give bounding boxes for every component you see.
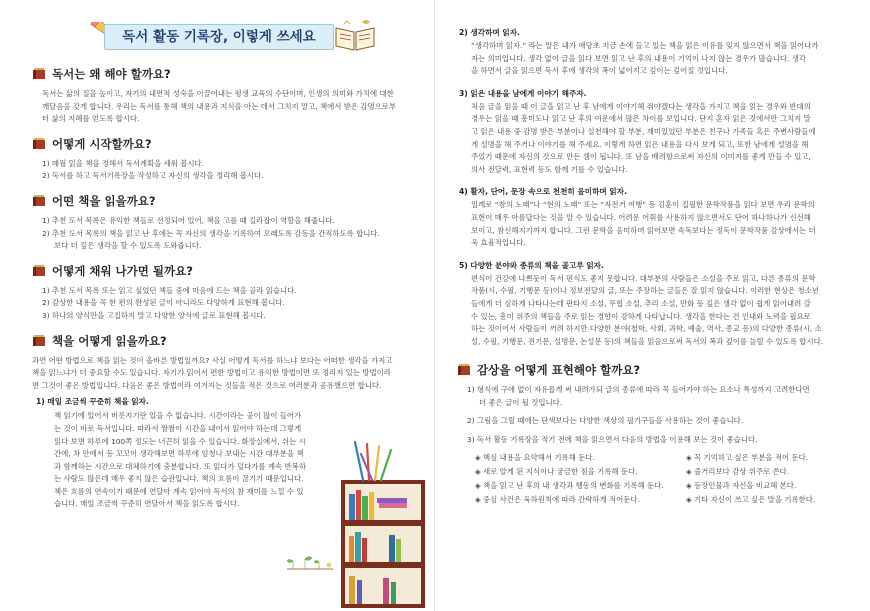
section-heading-why <box>32 66 405 82</box>
tip-item: ◈ 새로 알게 된 지식이나 궁금한 점을 기록해 둔다. <box>475 466 638 476</box>
book-bullet-icon <box>32 138 46 150</box>
list-item: 1) 추천 도서 목록은 유익한 책들로 선정되어 있어, 책을 고를 때 길라잡이 역할을 해줍니다. <box>42 215 335 225</box>
tips-grid <box>475 451 838 507</box>
paragraph-line: 과 함께하는 시간으로 대체하기에 충분합니다. 또 읽다가 덮다가를 계속 반복하 <box>54 461 306 471</box>
paragraph-line: 작품(시, 수필, 기행문 등)이나 정보전달의 글, 또는 주장하는 글들은 잘 읽지 않습니다. 이러한 현상은 청소년 <box>471 286 819 296</box>
section-title: 어떤 책을 읽을까요? <box>52 193 156 208</box>
paragraph-line: 는 것이 바로 독서입니다. 따라서 짬짬이 시간을 내어서 읽어야 하는데 그렇게 <box>54 423 302 433</box>
subsection-heading: 4) 활자, 단어, 문장 속으로 천천히 음미하며 읽자. <box>459 187 627 197</box>
paragraph-line: 하는 것이어서 사람들이 꺼려 하지만 다양한 분야(철학, 사회, 과학, 예술, 역사, 종교 등)의 다양한 종류(시, 소 <box>471 324 822 334</box>
paragraph-line: 들에게 더 심하게 나타나는데 판타지 소설, 무협 소설, 추리 소설, 만화 등 깊은 생각 없이 쉽게 읽어내려 갈 <box>471 298 811 308</box>
list-item: 3) 독서 활동 기록장을 적기 전에 책을 읽으면서 다음의 방법을 이용해 보는 것이 좋습니다. <box>467 435 758 445</box>
section-heading-which <box>32 193 405 209</box>
section-title: 감상을 어떻게 표현해야 할까요? <box>477 363 641 378</box>
list-item: 1) 매월 읽을 책을 정해서 독서계획을 세워 봅시다. <box>42 158 205 168</box>
section-title: 어떻게 시작할까요? <box>52 136 152 151</box>
subsection-heading: 5) 다양한 분야와 종류의 책을 골고루 읽자. <box>459 260 604 270</box>
subsection-heading: 1) 매일 조금씩 꾸준히 책을 읽자. <box>36 397 149 407</box>
paragraph-line: 과연 어떤 방법으로 책을 읽는 것이 올바른 방법일까요? 사실 어떻게 독서를 하느냐 보다는 어떠한 생각을 가지고 <box>32 355 393 365</box>
paragraph-line: 처음 글을 읽을 때 이 글을 읽고 난 후 남에게 이야기해 줘야겠다는 생각을 가지고 책을 읽는 경우와 반대의 <box>471 101 811 111</box>
right-page <box>435 0 870 611</box>
paragraph-line: 보이고, 참신해지기까지 합니다. 그런 문학을 음미하며 읽어보면 속독보다는 정독이 문학작품 감상에서는 더 <box>471 225 816 235</box>
paragraph-line: 책 읽기에 있어서 버릇지기란 있을 수 없습니다. 시간이라는 공이 많이 들어가 <box>54 411 302 421</box>
paragraph-line: 는 사람도 많은데 매우 좋지 않은 습관입니다. 책의 흐름이 끊기기 때문입니다. <box>54 474 304 484</box>
section-heading-start <box>32 136 405 152</box>
plant-sprout-icon <box>285 548 335 570</box>
page-title: 독서 활동 기록장, 이렇게 쓰세요 <box>104 24 334 50</box>
list-item: 보다 더 깊은 생각을 할 수 있도록 도와줍니다. <box>54 241 202 251</box>
section-title: 책을 어떻게 읽을까요? <box>52 333 167 348</box>
book-bullet-icon <box>457 364 471 376</box>
section-heading-how <box>32 333 405 349</box>
list-item: 더 좋은 글이 될 것입니다. <box>479 397 563 407</box>
list-item: 2) 감상한 내용을 꼭 한 편의 완성된 글이 아니라도 다양하게 표현해 봅니다. <box>42 298 285 308</box>
paragraph-line: 습니다. 매일 조금씩 꾸준히 연달아서 책을 읽도록 합시다. <box>54 499 240 509</box>
list-item: 2) 독서를 하고 독서기록장을 작성하고 자신의 생각을 정리해 봅시다. <box>42 171 264 181</box>
tip-item: ◈ 등장인물과 자신을 비교해 본다. <box>686 480 797 490</box>
open-book-icon <box>332 18 378 54</box>
paragraph-line: 의사 전달력, 표현력 등도 함께 기를 수 있습니다. <box>471 164 628 174</box>
bookshelf-illustration <box>333 440 433 610</box>
paragraph-line: 면 그것이 좋은 방법입니다. 다음은 좋은 방법이라 여겨지는 것들을 적은 것으로 여러분과 공유했으면 합니다. <box>32 380 382 390</box>
paragraph-line: 게 설명을 해 주거나 이야기를 해 주세요. 이렇게 하면 읽은 내용을 다시 보게 되고, 또한 남에게 설명을 해 <box>471 139 809 149</box>
paragraph-line: 욱 효율적입니다. <box>471 238 526 248</box>
paragraph-line: 고 읽은 내용 중 감명 받은 부분이나 실천해야 할 부분, 재미있었던 부분은 친구나 가족들 혹은 주변사람들에 <box>471 126 816 136</box>
book-bullet-icon <box>32 195 46 207</box>
section-heading-express <box>457 362 838 378</box>
tip-item: ◈ 기타 자신이 쓰고 싶은 말을 기록한다. <box>686 494 816 504</box>
section-title: 어떻게 채워 나가면 될까요? <box>52 263 193 278</box>
title-area <box>32 0 405 60</box>
paragraph-line: 을 하면서 글을 읽으면 독서 후에 생각의 폭이 넓어지고 깊이는 깊어질 것입니다. <box>471 66 728 76</box>
tip-item: ◈ 책을 읽고 난 후의 내 생각과 행동의 변화를 기록해 둔다. <box>475 480 664 490</box>
paragraph-line: 자는 의미입니다. 생각 없이 글을 읽다 보면 읽고 난 후의 내용이 기억이 나지 않는 경우가 많습니다. 생각 <box>471 53 807 63</box>
list-item: 3) 하나의 양식만을 고집하지 말고 다양한 양식에 글로 표현해 봅시다. <box>42 310 266 320</box>
list-item: 2) 추천 도서 목록의 책을 읽고 난 후에는 꼭 자신의 생각을 기록하여 오래도록 감동을 간직하도록 합니다. <box>42 228 380 238</box>
section-title: 독서는 왜 해야 할까요? <box>52 67 171 81</box>
tip-item: ◈ 줄거리보다 감상 위주로 쓴다. <box>686 466 790 476</box>
paragraph-line: 표현이 매우 아름답다는 것을 알 수 있습니다. 어려운 어휘를 사용하지 않으면서도 단어 하나하나가 신선해 <box>471 212 811 222</box>
paragraph-line: 주었기 때문에 자신의 것으로 만든 셈이 됩니다. 또 남을 배려함으로써 자신의 이미지를 좋게 만들 수 있고, <box>471 152 811 162</box>
book-bullet-icon <box>32 265 46 277</box>
subsection-heading: 3) 읽은 내용을 남에게 이야기 해주자. <box>459 88 587 98</box>
paragraph-line: 수 있는, 흥미 위주의 책들을 주로 읽는 경향이 강하게 나타납니다. 생각을 한다는 건 인내와 노력을 필요로 <box>471 311 811 321</box>
paragraph-line: 간에, 차 안에서 등 꼬꼬이 생각해보면 하루에 엄청나 보내는 시간 대부분을 책 <box>54 449 304 459</box>
paragraph-line: 경우는 읽을 때 흥미도나 읽고 난 후의 여운에서 많은 차이를 보입니다. 단지 혼자 읽은 것에서만 그치지 말 <box>471 114 811 124</box>
list-item: 2) 그림을 그릴 때에는 단색보다는 다양한 색상의 필기구들을 사용하는 것이 좋습니다. <box>467 416 744 426</box>
paragraph-line: 책을 읽느냐가 더 중요할 수도 있습니다. 자기가 읽어서 편한 방법이고 유익한 방법이면 또 정리지 있는 방법이라 <box>32 368 391 378</box>
paragraph-line: 설, 수필, 기행문, 전기문, 설명문, 논설문 등)의 책들을 읽음으로써 독서의 폭과 깊이를 늘릴 수 있도록 합시다. <box>471 336 824 346</box>
paragraph-line: 독서는 삶의 질을 높이고, 자기의 내면적 성숙을 이끌어내는 평생 교육의 수단이며, 인생의 의미와 가치에 대한 <box>42 89 394 98</box>
paragraph-line: 깨달음을 갖게 합니다. 우리는 독서를 통해 책의 내용과 지식을 아는 데서 그치지 말고, 책에서 받은 감명으로부 <box>42 101 397 111</box>
paragraph-line: “생각하며 읽자.” 라는 말은 내가 애당초 지금 손에 들고 있는 책을 읽은 이유를 잊지 않으면서 책을 읽어나가 <box>471 41 819 50</box>
paragraph-line: 읽다 보면 하루에 100쪽 정도는 너끈히 읽을 수 있습니다. 화장실에서, 쉬는 시 <box>54 436 306 446</box>
list-item: 1) 추천 도서 목록 또는 읽고 싶었던 책들 중에 마음에 드는 책을 골라 읽습니다. <box>42 285 297 295</box>
paragraph-line: 일례로 “참의 노래”나 “현의 노래” 또는 “자전거 여행” 등 김훈이 집필한 문학작품을 읽다 보면 우리 문학의 <box>471 200 815 210</box>
paragraph-line: 책은 흐름의 연속이기 때문에 연달아 계속 읽어야 독서의 참 재미를 느낄 수 있 <box>54 486 304 496</box>
section-heading-fill <box>32 263 405 279</box>
tip-item: ◈ 핵심 내용을 요약해서 기록해 둔다. <box>475 452 595 462</box>
book-bullet-icon <box>32 335 46 347</box>
tip-item: ◈ 꼭 기억하고 싶은 부분을 적어 둔다. <box>686 452 809 462</box>
list-item: 1) 형식에 구애 없이 자유롭게 써 내려가되 글의 종류에 따라 꼭 들어가야 하는 요소나 특성까지 고려한다면 <box>467 385 810 395</box>
book-bullet-icon <box>32 68 46 80</box>
tip-item: ◈ 중심 사건은 육하원칙에 따라 간략하게 적어둔다. <box>475 494 640 504</box>
paragraph-line: 편식이 건강에 나쁘듯이 독서 편식도 좋지 못합니다. 대부분의 사람들은 소설을 주로 읽고, 다른 종류의 문학 <box>471 273 816 283</box>
paragraph-line: 터 삶의 지혜를 얻도록 합시다. <box>42 114 140 124</box>
subsection-heading: 2) 생각하며 읽자. <box>459 28 520 37</box>
